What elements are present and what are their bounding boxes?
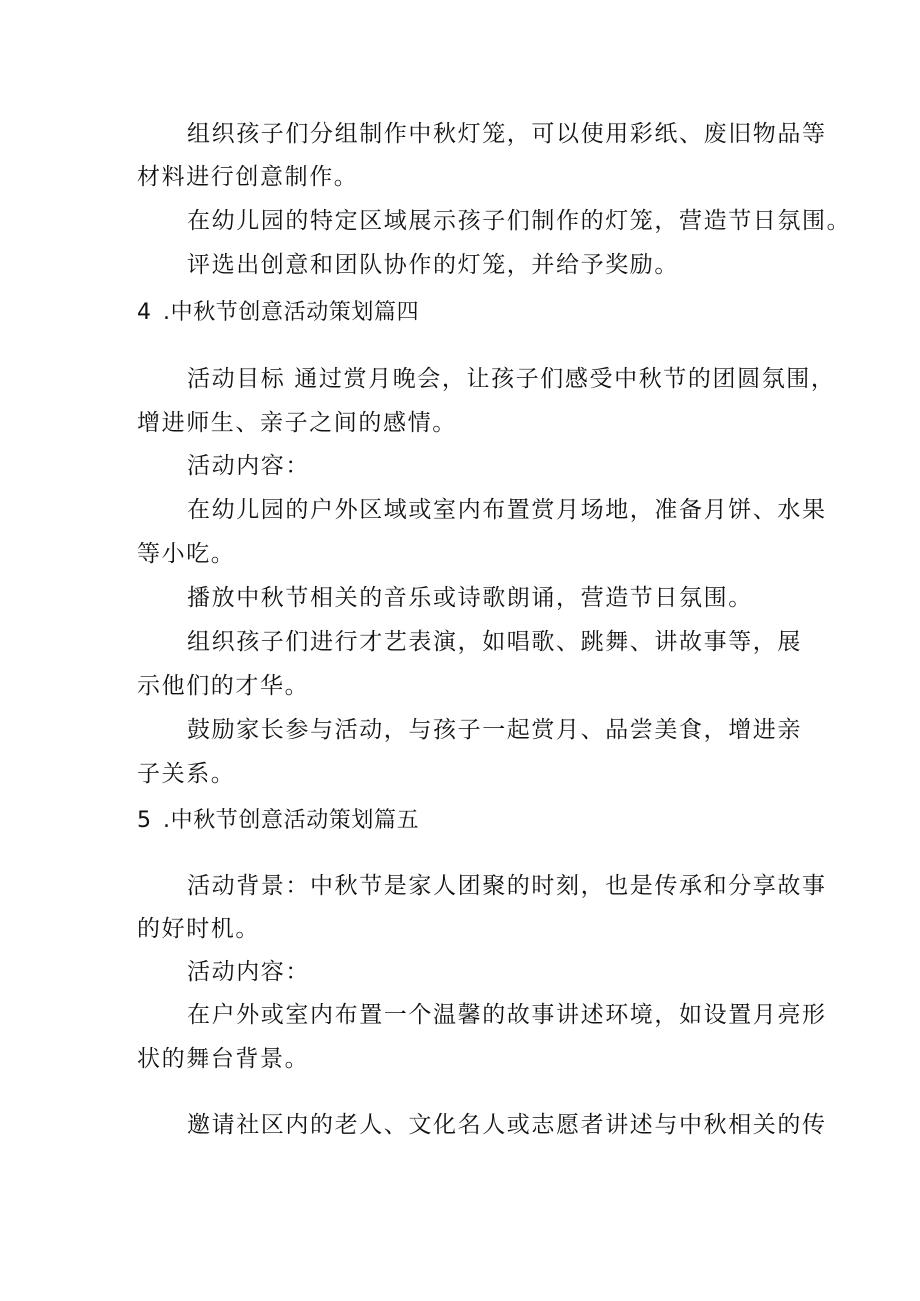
paragraph-line: 评选出创意和团队协作的灯笼，并给予奖励。 — [187, 252, 679, 278]
paragraph-line: 示他们的才华。 — [137, 673, 310, 699]
paragraph-line: 活动背景：中秋节是家人团聚的时刻，也是传承和分享故事 — [187, 873, 827, 899]
paragraph-line: 子关系。 — [137, 761, 236, 787]
section-heading-5 — [137, 806, 419, 836]
paragraph-line: 活动目标 通过赏月晚会，让孩子们感受中秋节的团圆氛围， — [187, 366, 836, 392]
paragraph-line: 鼓励家长参与活动，与孩子一起赏月、品尝美食，增进亲 — [187, 717, 802, 743]
paragraph-line: 在幼儿园的特定区域展示孩子们制作的灯笼，营造节日氛围。 — [187, 208, 852, 234]
section-number: 4 — [137, 300, 152, 325]
paragraph-line: 组织孩子们进行才艺表演，如唱歌、跳舞、讲故事等，展 — [187, 629, 802, 655]
section-heading-4 — [137, 298, 419, 328]
subheading-label: 活动内容： — [187, 959, 310, 985]
paragraph-line: 播放中秋节相关的音乐或诗歌朗诵，营造节日氛围。 — [187, 585, 753, 611]
section-title: .中秋节创意活动策划篇五 — [163, 808, 420, 833]
paragraph-line: 增进师生、亲子之间的感情。 — [137, 410, 457, 436]
paragraph-line: 材料进行创意制作。 — [137, 164, 359, 190]
paragraph-line: 状的舞台背景。 — [137, 1046, 310, 1072]
paragraph-line: 在幼儿园的户外区域或室内布置赏月场地，准备月饼、水果 — [187, 497, 827, 523]
paragraph-line: 在户外或室内布置一个温馨的故事讲述环境，如设置月亮形 — [187, 1002, 827, 1028]
paragraph-line: 邀请社区内的老人、文化名人或志愿者讲述与中秋相关的传 — [187, 1112, 827, 1138]
paragraph-line: 等小吃。 — [137, 541, 236, 567]
section-number: 5 — [137, 808, 152, 833]
subheading-label: 活动内容： — [187, 453, 310, 479]
section-title: .中秋节创意活动策划篇四 — [163, 300, 420, 325]
paragraph-line: 的好时机。 — [137, 916, 260, 942]
paragraph-line: 组织孩子们分组制作中秋灯笼，可以使用彩纸、废旧物品等 — [187, 121, 827, 147]
